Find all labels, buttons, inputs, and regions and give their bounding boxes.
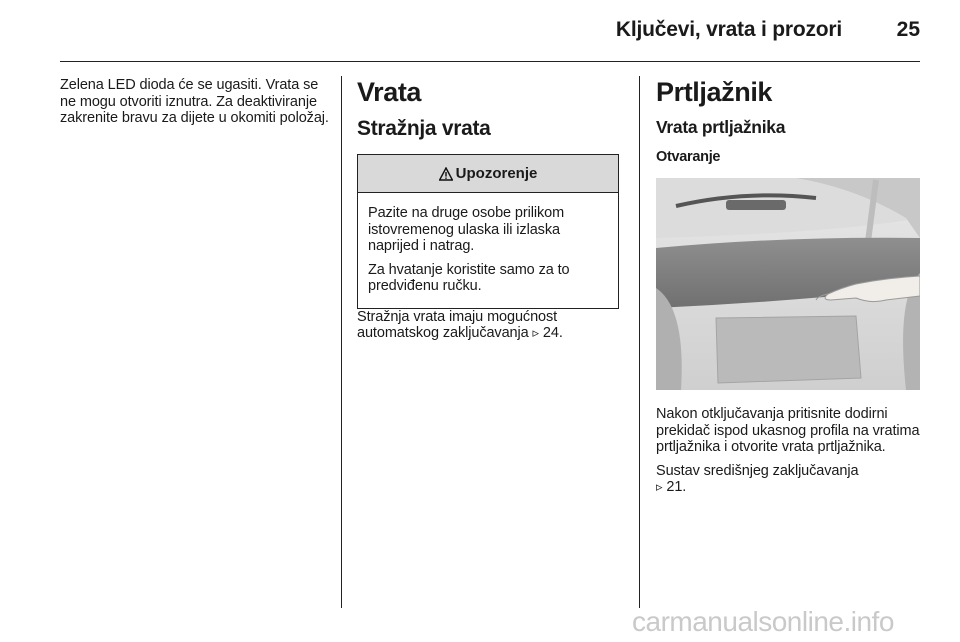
reference-arrow-icon: ▹: [656, 479, 663, 494]
paragraph-text: Stražnja vrata imaju mogućnost automatskog zaključavanja: [357, 308, 558, 341]
paragraph: Zelena LED dioda će se ugasiti. Vrata se ne mogu otvoriti iznutra. Za deaktiviranje zakrenite bravu za dijete u okomiti položaj.: [60, 77, 329, 126]
page-reference[interactable]: 24.: [542, 325, 563, 341]
section-heading: Prtljažnik: [656, 77, 773, 107]
warning-header: [358, 155, 618, 193]
paragraph: [656, 463, 920, 496]
section-heading: Vrata: [357, 77, 422, 107]
warning-triangle-icon: [439, 167, 453, 181]
watermark-logo: [632, 602, 952, 640]
header-title: Ključevi, vrata i prozori: [615, 18, 842, 41]
reference-arrow-icon: ▹: [532, 325, 539, 340]
header-rule: [60, 61, 920, 62]
section-subheading: Stražnja vrata: [357, 117, 491, 140]
page-number: 25: [896, 18, 920, 41]
column-right: [656, 77, 920, 503]
warning-box: [357, 154, 619, 309]
paragraph: Nakon otključavanja pritisnite dodirni prekidač ispod ukasnog profila na vratima prtljažnika i otvorite vrata prtljažnika.: [656, 406, 920, 455]
paragraph-text: Sustav središnjeg zaključavanja: [656, 462, 859, 479]
warning-paragraph: Za hvatanje koristite samo za to predviđenu ručku.: [368, 261, 570, 294]
section-subheading: Vrata prtljažnika: [656, 117, 786, 137]
page-reference[interactable]: 21.: [666, 479, 687, 495]
column-divider: [639, 76, 640, 608]
warning-label: Upozorenje: [455, 165, 538, 182]
warning-body: [358, 193, 618, 308]
column-left: [60, 77, 330, 134]
tailgate-illustration: [656, 178, 920, 390]
paragraph: [357, 309, 623, 342]
column-middle: [357, 77, 623, 349]
warning-paragraph: Pazite na druge osobe prilikom istovremenog ulaska ili izlaska naprijed i natrag.: [368, 205, 565, 254]
column-divider: [341, 76, 342, 608]
svg-text:carmanualsonline.info: carmanualsonline.info: [632, 606, 894, 637]
section-subsubheading: Otvaranje: [656, 149, 721, 165]
